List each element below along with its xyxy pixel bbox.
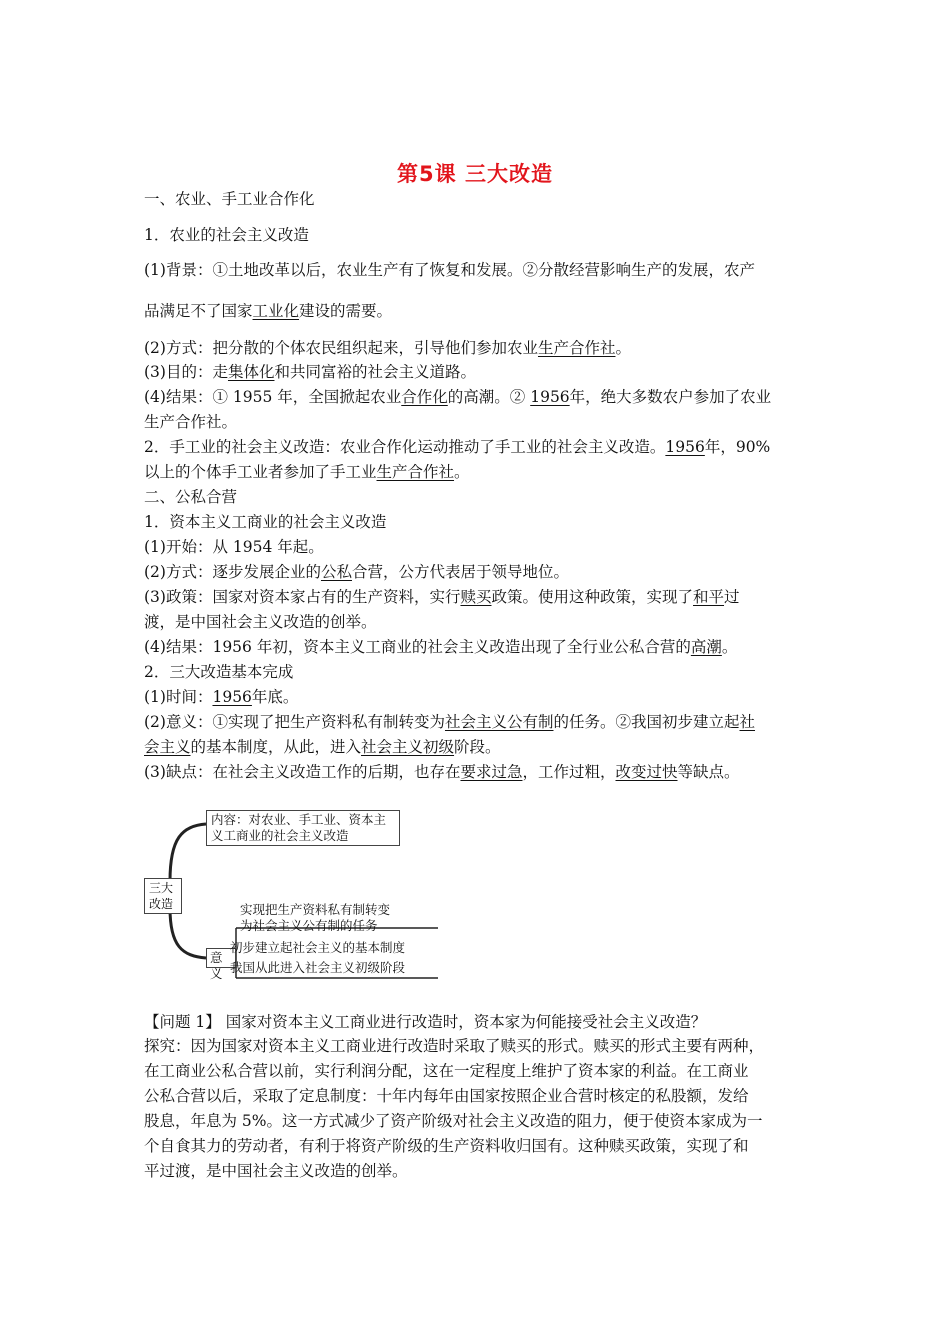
aim-line: (3)目的：走集体化和共同富裕的社会主义道路。	[144, 363, 476, 381]
mind-map-root: 三大 改造	[144, 878, 182, 914]
mind-map-meaning-item-3: 我国从此进入社会主义初级阶段	[230, 960, 406, 975]
section1-sub1: 1．农业的社会主义改造	[144, 226, 309, 244]
method-line: (2)方式：把分散的个体农民组织起来，引导他们参加农业生产合作社。	[144, 339, 631, 357]
answer-line-6: 平过渡，是中国社会主义改造的创举。	[144, 1162, 408, 1180]
mind-map-meaning-item-2: 初步建立起社会主义的基本制度	[230, 940, 406, 955]
result-line2: 生产合作社。	[144, 413, 238, 431]
mind-map-meaning-item-1: 实现把生产资料私有制转变 为社会主义公有制的任务	[240, 902, 391, 933]
meaning-line1: (2)意义：①实现了把生产资料私有制转变为社会主义公有制的任务。②我国初步建立起社	[144, 713, 756, 731]
policy-line2: 渡，是中国社会主义改造的创举。	[144, 613, 377, 631]
answer-line-4: 股息，年息为 5%。这一方式减少了资产阶级对社会主义改造的阻力，便于使资本家成为一	[144, 1112, 763, 1130]
mind-map-meaning-node: 意义	[206, 948, 236, 968]
handicraft-line1: 2．手工业的社会主义改造：农业合作化运动推动了手工业的社会主义改造。1956年，90%	[144, 438, 771, 456]
flaw-line: (3)缺点：在社会主义改造工作的后期，也存在要求过急，工作过粗，改变过快等缺点。	[144, 763, 740, 781]
answer-line-1: 探究：因为国家对资本主义工商业进行改造时采取了赎买的形式。赎买的形式主要有两种，	[144, 1037, 765, 1055]
background-line1: (1)背景：①土地改革以后，农业生产有了恢复和发展。②分散经营影响生产的发展，农产	[144, 261, 755, 279]
section1-heading: 一、农业、手工业合作化	[144, 190, 315, 208]
lesson-title: 第5课 三大改造	[397, 162, 553, 186]
policy-line1: (3)政策：国家对资本家占有的生产资料，实行赎买政策。使用这种政策，实现了和平过	[144, 588, 740, 606]
mind-map-content-node: 内容：对农业、手工业、资本主 义工商业的社会主义改造	[206, 810, 400, 846]
section2-heading: 二、公私合营	[144, 488, 238, 506]
start-line: (1)开始：从 1954 年起。	[144, 538, 324, 556]
section2-sub2: 2．三大改造基本完成	[144, 663, 294, 681]
time-line: (1)时间：1956年底。	[144, 688, 299, 706]
answer-line-3: 公私合营以后，采取了定息制度：十年内每年由国家按照企业合营时核定的私股额，发给	[144, 1087, 749, 1105]
result2-line: (4)结果：1956 年初，资本主义工商业的社会主义改造出现了全行业公私合营的高潮。	[144, 638, 738, 656]
section2-sub1: 1．资本主义工商业的社会主义改造	[144, 513, 387, 531]
result-line1: (4)结果：① 1955 年，全国掀起农业合作化的高潮。② 1956年，绝大多数农户参加了农业	[144, 388, 772, 406]
meaning-line2: 会主义的基本制度，从此，进入社会主义初级阶段。	[144, 738, 501, 756]
mind-map	[142, 806, 440, 981]
handicraft-line2: 以上的个体手工业者参加了手工业生产合作社。	[144, 463, 470, 481]
answer-line-5: 个自食其力的劳动者，有利于将资产阶级的生产资料收归国有。这种赎买政策，实现了和	[144, 1137, 749, 1155]
background-line2: 品满足不了国家工业化建设的需要。	[144, 302, 393, 320]
question-line: 【问题 1】 国家对资本主义工商业进行改造时，资本家为何能接受社会主义改造？	[144, 1013, 707, 1031]
answer-line-2: 在工商业公私合营以前，实行利润分配，这在一定程度上维护了资本家的利益。在工商业	[144, 1062, 749, 1080]
method2-line: (2)方式：逐步发展企业的公私合营，公方代表居于领导地位。	[144, 563, 569, 581]
